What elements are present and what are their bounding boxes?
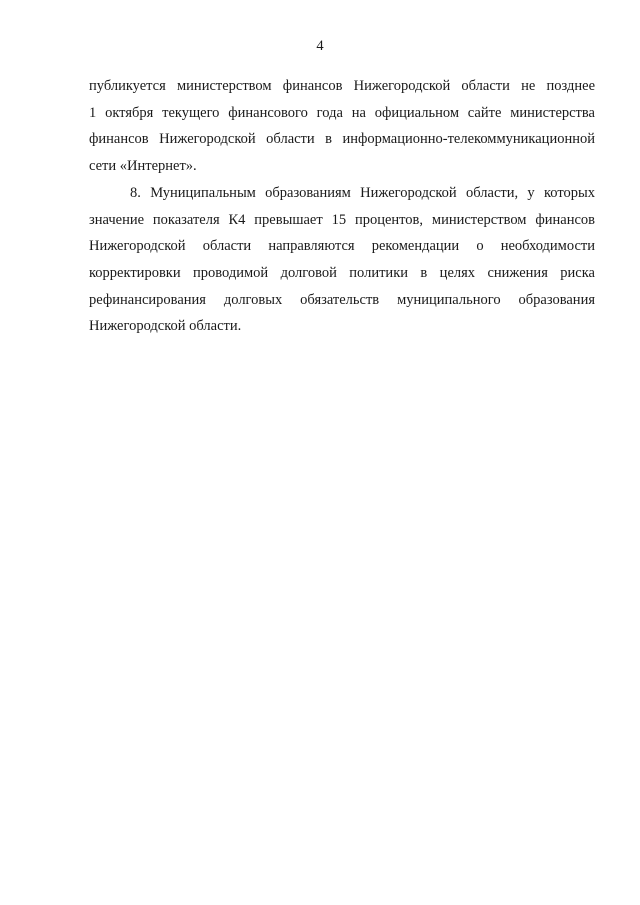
text-line: публикуется министерством финансов Нижегородской области не позднее bbox=[89, 78, 595, 94]
text-line: Нижегородской области направляются рекомендации о необходимости bbox=[89, 238, 595, 255]
document-body bbox=[89, 73, 595, 340]
text-line: корректировки проводимой долговой политики в целях снижения риска bbox=[89, 264, 595, 281]
text-line: 1 октября текущего финансового года на официальном сайте министерства bbox=[89, 104, 595, 121]
text-line: рефинансирования долговых обязательств муниципального образования bbox=[89, 291, 595, 308]
text-line: Нижегородской области. bbox=[89, 318, 242, 335]
page-number: 4 bbox=[316, 38, 324, 54]
text-line: значение показателя К4 превышает 15 процентов, министерством финансов bbox=[89, 211, 595, 228]
paragraph-item-8 bbox=[89, 180, 595, 340]
paragraph-continuation bbox=[89, 73, 595, 180]
text-line: 8. Муниципальным образованиям Нижегородской области, у которых bbox=[130, 184, 595, 201]
text-line: финансов Нижегородской области в информационно-телекоммуникационной bbox=[89, 131, 595, 148]
text-line: сети «Интернет». bbox=[89, 158, 197, 175]
